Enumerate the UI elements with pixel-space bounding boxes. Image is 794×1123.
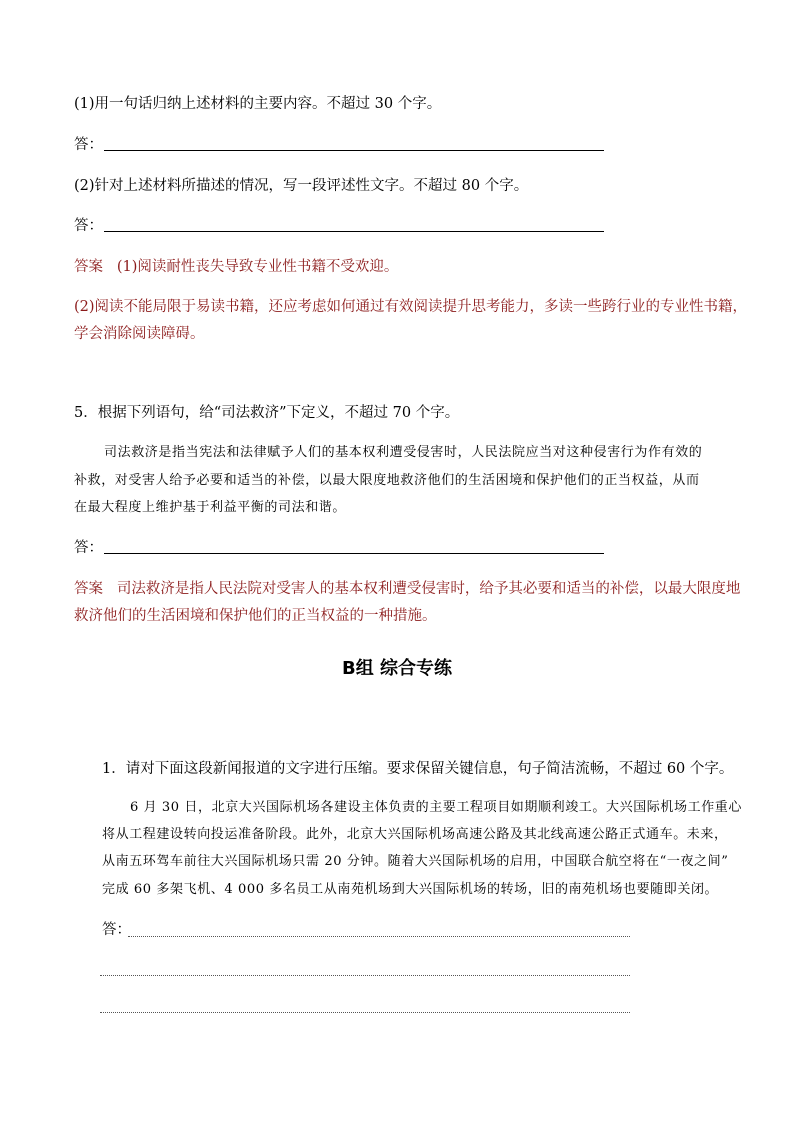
b-q1-prompt: 1．请对下面这段新闻报道的文字进行压缩。要求保留关键信息，句子简洁流畅，不超过 60 个字。 — [102, 761, 734, 777]
b-q1-passage-line2: 将从工程建设转向投运准备阶段。此外，北京大兴国际机场高速公路及其北线高速公路正式通车。未来， — [102, 827, 728, 842]
q4-answer-2-line1: (2)阅读不能局限于易读书籍，还应考虑如何通过有效阅读提升思考能力，多读一些跨行业的专业性书籍， — [74, 299, 748, 315]
answer-dotted-line[interactable] — [128, 936, 630, 937]
answer-text: 司法救济是指人民法院对受害人的基本权利遭受侵害时，给予其必要和适当的补偿，以最大限度地 — [116, 581, 741, 597]
q4-sub2-answer-row — [74, 216, 606, 236]
answer-blank-line[interactable] — [104, 553, 604, 554]
answer-tag: 答案 — [74, 259, 103, 275]
q4-answer-2-line2: 学会消除阅读障碍。 — [74, 326, 205, 342]
q5-answer-row — [74, 538, 606, 558]
b-q1-passage-line1: 6 月 30 日，北京大兴国际机场各建设主体负责的主要工程项目如期顺利竣工。大兴国际机场工作重心 — [130, 800, 743, 815]
q5-passage-line2: 补救，对受害人给予必要和适当的补偿，以最大限度地救济他们的生活困境和保护他们的正当权益，从而 — [74, 473, 700, 488]
section-b-title: B组 综合专练 — [342, 658, 452, 679]
q5-answer-line1 — [74, 579, 740, 599]
q5-passage-line3: 在最大程度上维护基于利益平衡的司法和谐。 — [74, 500, 347, 515]
answer-blank-line[interactable] — [104, 231, 604, 232]
q5-prompt: 5．根据下列语句，给“司法救济”下定义，不超过 70 个字。 — [74, 405, 460, 421]
q4-sub1-answer-row — [74, 135, 606, 155]
answer-label: 答： — [74, 540, 103, 556]
answer-label: 答： — [102, 922, 131, 938]
q5-answer-line2: 救济他们的生活困境和保护他们的正当权益的一种措施。 — [74, 608, 437, 624]
q5-passage-line1: 司法救济是指当宪法和法律赋予人们的基本权利遭受侵害时，人民法院应当对这种侵害行为作有效的 — [104, 445, 703, 460]
answer-label: 答： — [74, 218, 103, 234]
b-q1-answer-row — [102, 920, 632, 940]
q4-sub2-prompt: (2)针对上述材料所描述的情况，写一段评述性文字。不超过 80 个字。 — [74, 178, 529, 194]
q4-answer-1 — [74, 257, 398, 277]
b-q1-passage-line3: 从南五环驾车前往大兴国际机场只需 20 分钟。随着大兴国际机场的启用，中国联合航空将在“一夜之间” — [102, 854, 729, 869]
answer-blank-line[interactable] — [104, 150, 604, 151]
b-q1-passage-line4: 完成 60 多架飞机、4 000 多名员工从南苑机场到大兴国际机场的转场，旧的南苑机场也要随即关闭。 — [102, 882, 719, 897]
answer-dotted-line[interactable] — [100, 975, 630, 976]
answer-label: 答： — [74, 137, 103, 153]
answer-dotted-line[interactable] — [100, 1012, 630, 1013]
answer-tag: 答案 — [74, 581, 103, 597]
answer-text: (1)阅读耐性丧失导致专业性书籍不受欢迎。 — [116, 259, 399, 275]
q4-sub1-prompt: (1)用一句话归纳上述材料的主要内容。不超过 30 个字。 — [74, 96, 442, 112]
